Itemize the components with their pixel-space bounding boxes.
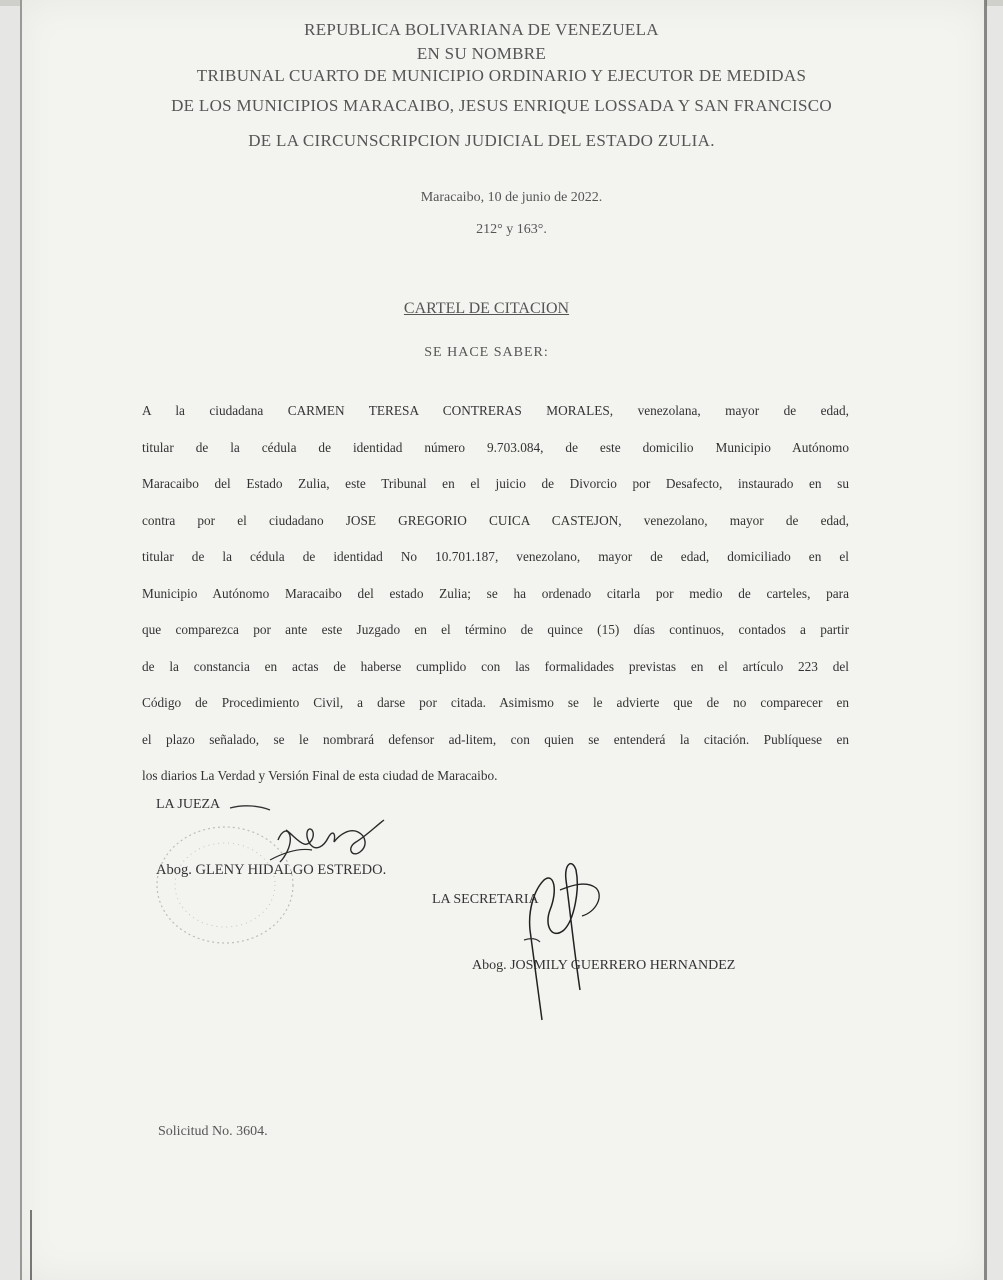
- body-line: los diarios La Verdad y Versión Final de esta ciudad de Maracaibo.: [142, 768, 498, 783]
- secretary-signature: [500, 850, 620, 1030]
- body-line: A la ciudadana CARMEN TERESA CONTRERAS MORALES, venezolana, mayor de edad,: [142, 403, 849, 418]
- body-line: titular de la cédula de identidad No 10.701.187, venezolano, mayor de edad, domiciliado en el: [142, 549, 849, 564]
- body-line: que comparezca por ante este Juzgado en el término de quince (15) días continuos, contados a partir: [142, 622, 849, 637]
- judge-signature: [200, 800, 400, 890]
- secretary-name: Abog. JOSMILY GUERRERO HERNANDEZ: [472, 958, 736, 973]
- body-paragraph: [142, 400, 849, 802]
- header-line-1: REPUBLICA BOLIVARIANA DE VENEZUELA: [304, 20, 659, 39]
- header-line-2: EN SU NOMBRE: [416, 44, 547, 63]
- body-line: de la constancia en actas de haberse cumplido con las formalidades previstas en el artículo 223 del: [142, 658, 849, 674]
- header-line-4: DE LOS MUNICIPIOS MARACAIBO, JESUS ENRIQUE LOSSADA Y SAN FRANCISCO: [171, 96, 832, 115]
- judge-name: Abog. GLENY HIDALGO ESTREDO.: [156, 862, 387, 878]
- secretary-label: LA SECRETARIA: [432, 892, 539, 907]
- document-subtitle: SE HACE SABER:: [424, 345, 549, 360]
- judge-label: LA JUEZA: [156, 797, 221, 812]
- document-date: Maracaibo, 10 de junio de 2022.: [420, 190, 603, 205]
- document-years: 212° y 163°.: [476, 222, 547, 237]
- body-line: contra por el ciudadano JOSE GREGORIO CUICA CASTEJON, venezolano, mayor de edad,: [142, 512, 849, 528]
- body-line: el plazo señalado, se le nombrará defensor ad-litem, con quien se entenderá la citación. Publíquese en: [142, 731, 849, 747]
- body-line: Municipio Autónomo Maracaibo del estado Zulia; se ha ordenado citarla por medio de carteles, para: [142, 585, 849, 601]
- request-number: Solicitud No. 3604.: [158, 1124, 268, 1139]
- document-title-text: CARTEL DE CITACION: [403, 300, 570, 317]
- body-line: titular de la cédula de identidad número 9.703.084, de este domicilio Municipio Autónomo: [142, 439, 849, 455]
- header-line-5: DE LA CIRCUNSCRIPCION JUDICIAL DEL ESTADO ZULIA.: [248, 131, 715, 150]
- document-title: [0, 300, 988, 318]
- body-line: Maracaibo del Estado Zulia, este Tribunal en el juicio de Divorcio por Desafecto, instaurado en su: [142, 476, 849, 491]
- body-line: Código de Procedimiento Civil, a darse por citada. Asimismo se le advierte que de no comparecer en: [142, 695, 849, 710]
- header-line-3: TRIBUNAL CUARTO DE MUNICIPIO ORDINARIO Y EJECUTOR DE MEDIDAS: [196, 66, 807, 85]
- page-left-edge-mark: [30, 1210, 32, 1280]
